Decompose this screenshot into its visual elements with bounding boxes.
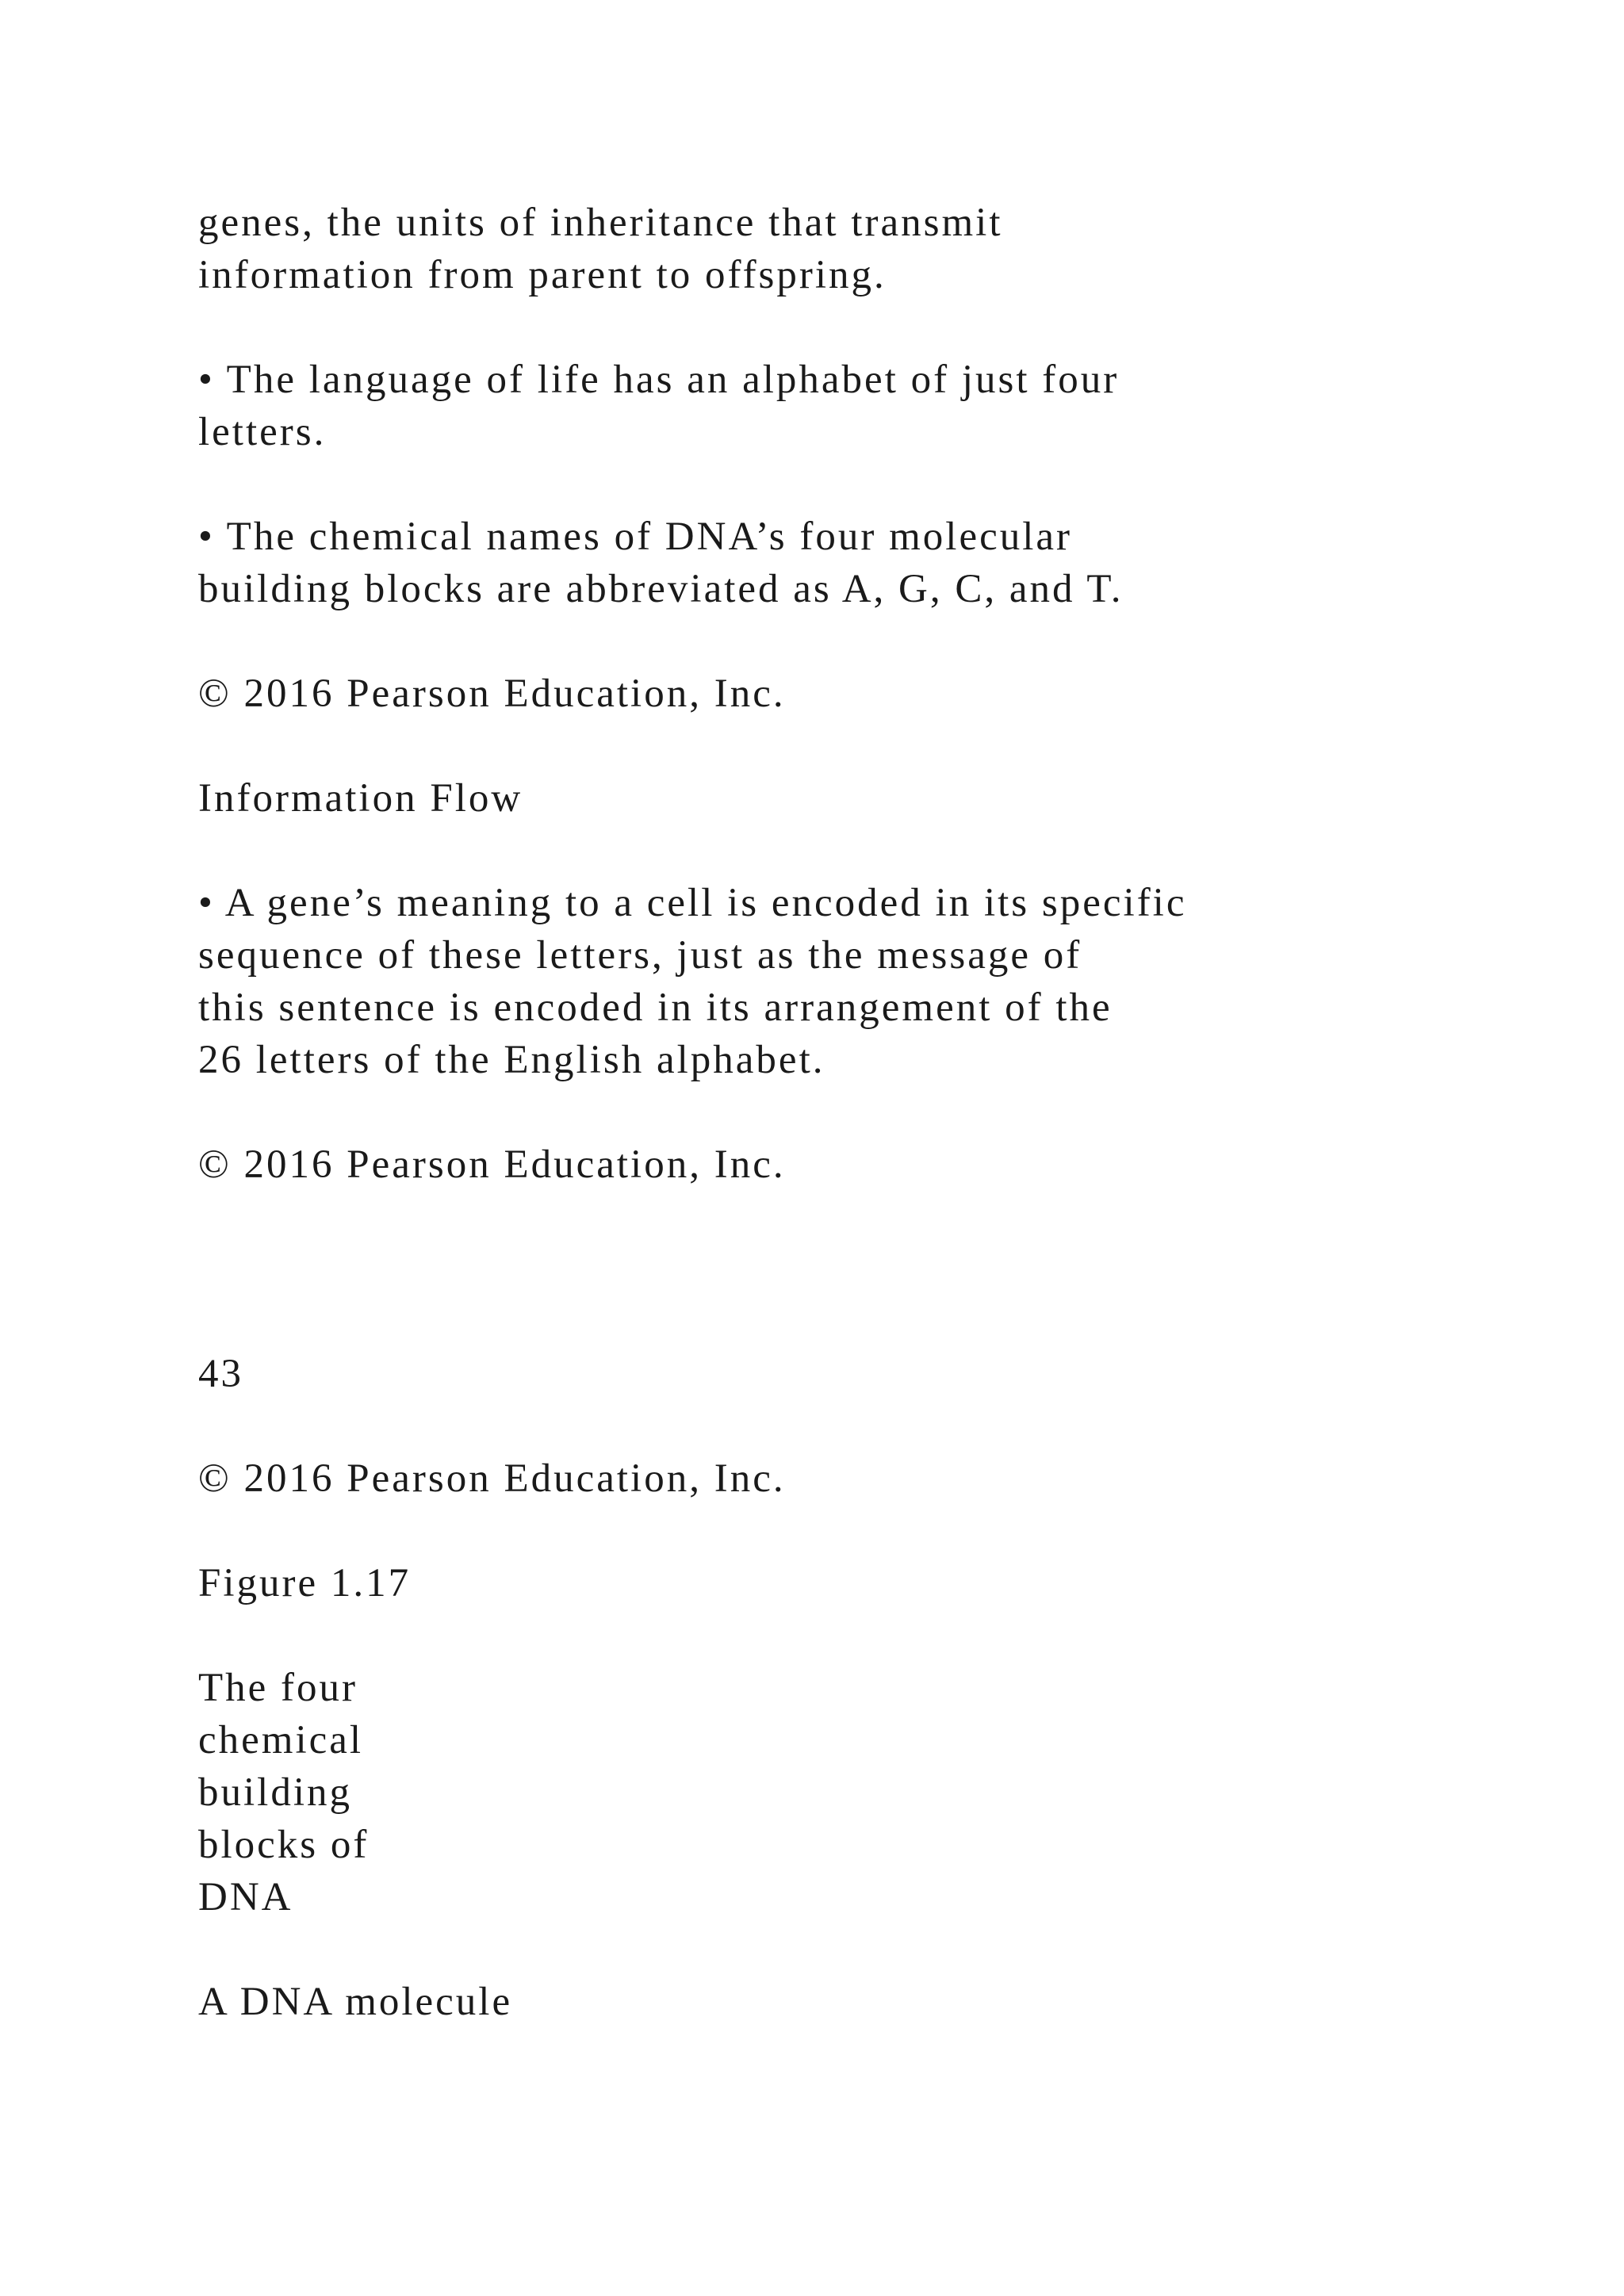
figure-caption-line: building: [198, 1770, 353, 1815]
copyright-line: © 2016 Pearson Education, Inc.: [198, 672, 786, 716]
text-line: building blocks are abbreviated as A, G, C, and T.: [198, 567, 1124, 611]
bullet-item: • The language of life has an alphabet of just four: [198, 358, 1120, 402]
figure-label: Figure 1.17: [198, 1561, 412, 1605]
text-line: 26 letters of the English alphabet.: [198, 1038, 825, 1082]
figure-caption-line: DNA: [198, 1875, 293, 1919]
copyright-line: © 2016 Pearson Education, Inc.: [198, 1456, 786, 1501]
copyright-line: © 2016 Pearson Education, Inc.: [198, 1142, 786, 1187]
figure-caption-line: The four: [198, 1666, 358, 1710]
figure-caption-line: blocks of: [198, 1823, 370, 1867]
figure-label: A DNA molecule: [198, 1980, 513, 2024]
bullet-item: • A gene’s meaning to a cell is encoded in its specific: [198, 881, 1187, 925]
text-line: this sentence is encoded in its arrangement of the: [198, 985, 1113, 1030]
bullet-item: • The chemical names of DNA’s four molecular: [198, 515, 1073, 559]
text-line: letters.: [198, 410, 327, 454]
figure-caption-line: chemical: [198, 1718, 364, 1762]
text-line: genes, the units of inheritance that transmit: [198, 201, 1003, 245]
page-number: 43: [198, 1352, 243, 1396]
text-line: sequence of these letters, just as the message of: [198, 933, 1082, 978]
text-line: information from parent to offspring.: [198, 253, 887, 297]
section-heading: Information Flow: [198, 776, 523, 821]
